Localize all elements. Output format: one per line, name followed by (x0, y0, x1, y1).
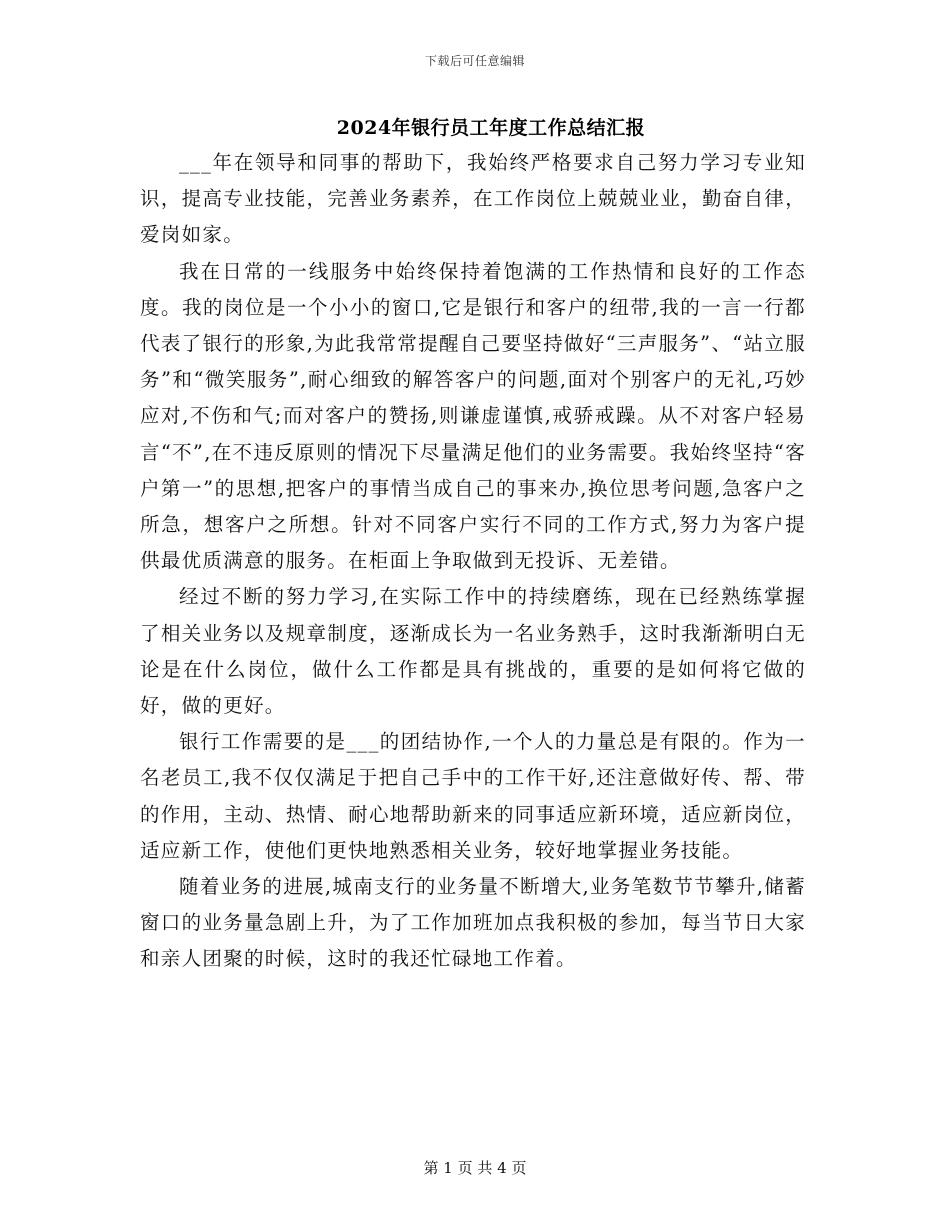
paragraph-1: ___年在领导和同事的帮助下，我始终严格要求自己努力学习专业知识，提高专业技能，完善业务素养，在工作岗位上兢兢业业，勤奋自律，爱岗如家。 (140, 151, 806, 247)
paragraph-3: 经过不断的努力学习,在实际工作中的持续磨练，现在已经熟练掌握了相关业务以及规章制度，逐渐成长为一名业务熟手，这时我渐渐明白无论是在什么岗位，做什么工作都是具有挑战的，重要的是如何将它做的好，做的更好。 (140, 585, 806, 718)
page-header: 下载后可任意编辑 (424, 54, 525, 68)
paragraph-2: 我在日常的一线服务中始终保持着饱满的工作热情和良好的工作态度。我的岗位是一个小小的窗口,它是银行和客户的纽带,我的一言一行都代表了银行的形象,为此我常常提醒自己要坚持做好“三声服务”、“站立服务”和“微笑服务”,耐心细致的解答客户的问题,面对个别客户的无礼,巧妙应对,不伤和气;而对客户的赞扬,则谦虚谨慎,戒骄戒躁。从不对客户轻易言“不”,在不违反原则的情况下尽量满足他们的业务需要。我始终坚持“客户第一”的思想,把客户的事情当成自己的事来办,换位思考问题,急客户之所急，想客户之所想。针对不同客户实行不同的工作方式,努力为客户提供最优质满意的服务。在柜面上争取做到无投诉、无差错。 (140, 259, 806, 573)
page-number-footer: 第 1 页 共 4 页 (423, 1159, 527, 1177)
document-title: 2024年银行员工年度工作总结汇报 (336, 117, 646, 139)
paragraph-5: 随着业务的进展,城南支行的业务量不断增大,业务笔数节节攀升,储蓄窗口的业务量急剧上升，为了工作加班加点我积极的参加，每当节日大家和亲人团聚的时候，这时的我还忙碌地工作着。 (140, 875, 806, 971)
document-body (140, 145, 806, 978)
paragraph-4: 银行工作需要的是___的团结协作,一个人的力量总是有限的。作为一名老员工,我不仅仅满足于把自己手中的工作干好,还注意做好传、帮、带的作用，主动、热情、耐心地帮助新来的同事适应新环境，适应新岗位，适应新工作，使他们更快地熟悉相关业务，较好地掌握业务技能。 (140, 730, 806, 862)
